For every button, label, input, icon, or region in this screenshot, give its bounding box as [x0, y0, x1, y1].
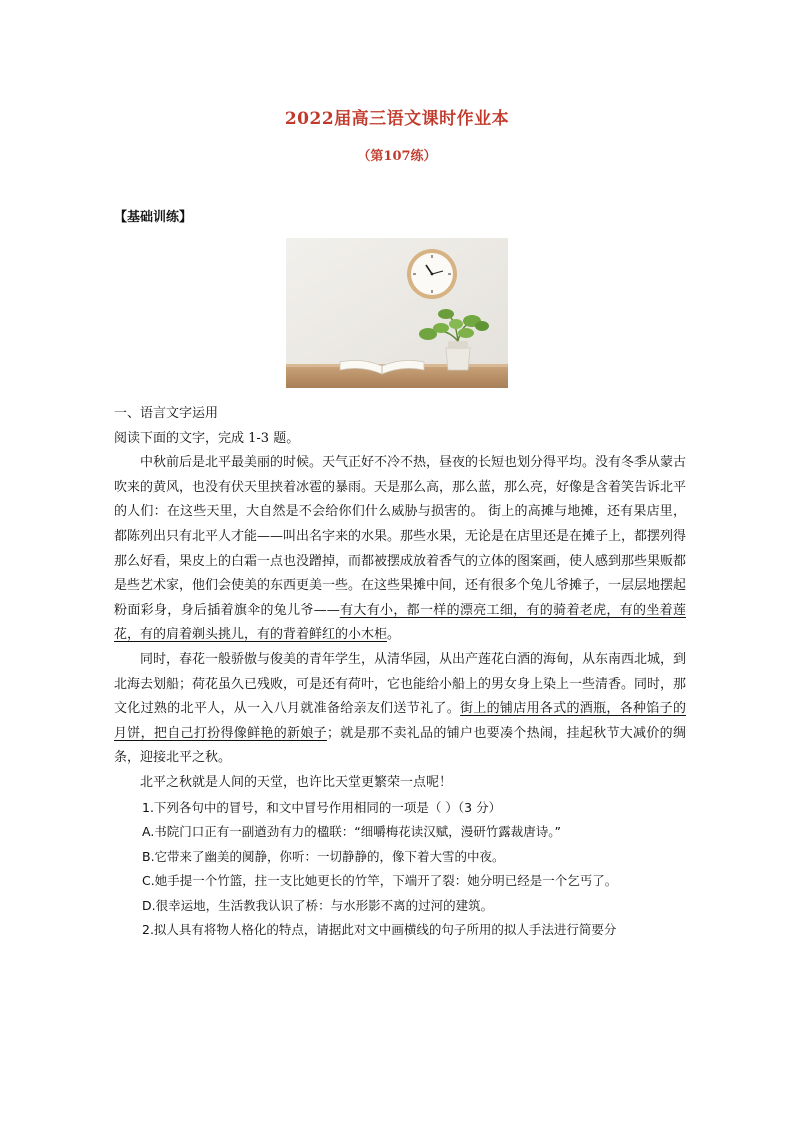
question-2: 2.拟人具有将物人格化的特点，请据此对文中画横线的句子所用的拟人手法进行简要分	[142, 922, 617, 938]
option-b: B.它带来了幽美的阒静，你听：一切静静的，像下着大雪的中夜。	[142, 848, 505, 864]
page-title: 2022届高三语文课时作业本	[284, 109, 510, 129]
passage-text: 。	[387, 627, 401, 643]
option-d: D.很幸运地，生活教我认识了桥：与水形影不离的过河的建筑。	[142, 897, 494, 913]
article-body	[114, 402, 686, 943]
passage-paragraph-2	[114, 648, 686, 771]
underlined-sentence: 有大有小，都一样的漂亮工细，有的骑着老虎，有的坐着莲花，有的肩着剃头挑儿，有的背着鲜红的小木柜	[114, 602, 686, 643]
clock-icon	[407, 249, 457, 299]
passage-text: 同时，春花一般骄傲与俊美的青年学生，从清华园，从出产莲花白酒的海甸，从东南西北城，到北海去划船；荷花虽久已残败，可是还有荷叶，它也能给小船上的男女身上染上一些清香。同时，那文化过熟的北平人，从一入八月就准备给亲友们送节礼了。	[114, 651, 687, 717]
question-1: 1.下列各句中的冒号，和文中冒号作用相同的一项是（ ）（3 分）	[142, 799, 502, 815]
underlined-sentence: 街上的铺店用各式的酒瓶，各种馅子的月饼，把自己打扮得像鲜艳的新娘子	[114, 701, 686, 741]
option-a: A.书院门口正有一副遒劲有力的楹联：“细嚼梅花读汉赋，漫研竹露裁唐诗。”	[142, 824, 562, 840]
part-heading: 一、语言文字运用	[114, 406, 219, 421]
option-c: C.她手提一个竹篮，拄一支比她更长的竹竿，下端开了裂：她分明已经是一个乞丐了。	[142, 873, 618, 889]
passage-text: ；就是那不卖礼品的铺户也要凑个热闹，挂起秋节大减价的绸条，迎接北平之秋。	[114, 725, 686, 766]
page-subtitle: （第107练）	[357, 149, 437, 164]
illustration-photo	[286, 238, 508, 388]
section-label: 【基础训练】	[114, 210, 193, 225]
clock-plant-book-illustration	[286, 238, 508, 388]
passage-text: 中秋前后是北平最美丽的时候。天气正好不冷不热，昼夜的长短也划分得平均。没有冬季从蒙古吹来的黄风，也没有伏天里挟着冰雹的暴雨。天是那么高，那么蓝，那么亮，好像是含着笑告诉北平的人们：在这些天里，大自然是不会给你们什么威胁与损害的。 街上的高摊与地摊，还有果店里，都陈列出只有北平人才能——叫出名字来的水果。那些水果，无论是在店里还是在摊子上，都摆列得那么好看，果皮上的白霜一点也没蹭掉，而都被摆成放着香气的立体的图案画，使人感到那些果贩都是些艺术家，他们会使美的东西更美一些。在这些果摊中间，还有很多个兔儿爷摊子，一层层地摆起粉面彩身，身后插着旗伞的兔儿爷——	[114, 455, 687, 618]
instruction-text: 阅读下面的文字，完成 1-3 题。	[114, 430, 300, 446]
passage-paragraph-3: 北平之秋就是人间的天堂，也许比天堂更繁荣一点呢！	[140, 774, 453, 790]
passage-paragraph-1	[114, 451, 686, 648]
